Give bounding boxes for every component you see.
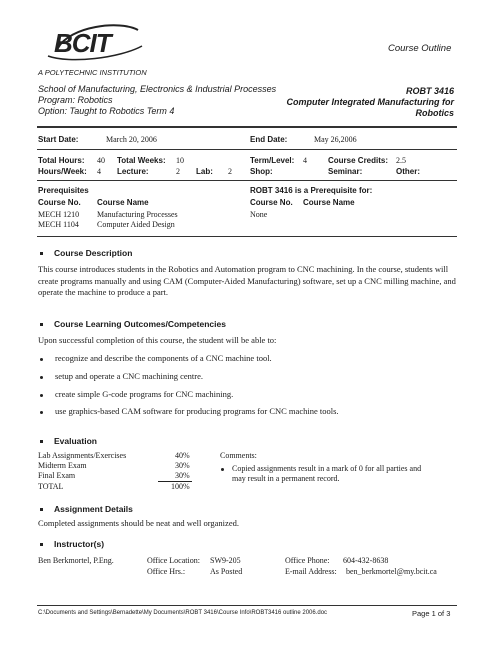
eval-row-value: 30% <box>175 471 190 480</box>
eval-row-value: 40% <box>175 451 190 460</box>
prereq-for-title: ROBT 3416 is a Prerequisite for: <box>250 186 373 195</box>
bcit-logo <box>40 18 150 66</box>
dates-divider <box>37 149 457 150</box>
eval-row-label: Lab Assignments/Exercises <box>38 451 127 460</box>
prereq-col-no: Course No. <box>38 198 81 207</box>
outcome-item: create simple G-code programs for CNC machining. <box>55 389 234 399</box>
course-title-line1: Computer Integrated Manufacturing for <box>286 97 454 107</box>
instructor-name: Ben Berkmortel, P.Eng. <box>38 556 114 565</box>
doc-type: Course Outline <box>388 43 452 54</box>
footer-path: C:\Documents and Settings\Bernadette\My Documents\ROBT 3416\Course Info\ROBT3416 outline 2006.doc <box>38 610 328 616</box>
eval-row-value: 30% <box>175 461 190 470</box>
end-date-value: May 26,2006 <box>314 135 357 144</box>
comment-line: may result in a permanent record. <box>232 474 340 483</box>
email-value: ben_berkmortel@my.bcit.ca <box>346 567 437 576</box>
list-bullet-icon <box>40 358 43 361</box>
start-date-label: Start Date: <box>38 135 79 144</box>
term-level-value: 4 <box>303 156 307 165</box>
course-credits-value: 2.5 <box>396 156 406 165</box>
hours-divider <box>37 180 457 181</box>
header-divider <box>37 126 457 128</box>
prereq-row-no: MECH 1210 <box>38 210 80 219</box>
eval-total-label: TOTAL <box>38 482 64 491</box>
outcome-item: use graphics-based CAM software for producing programs for CNC machine tools. <box>55 406 339 416</box>
description-title: Course Description <box>54 248 133 258</box>
lecture-label: Lecture: <box>117 167 149 176</box>
office-hrs-label: Office Hrs.: <box>147 567 186 576</box>
prereq-row-no: MECH 1104 <box>38 220 79 229</box>
comments-label: Comments: <box>220 451 257 460</box>
total-hours-label: Total Hours: <box>38 156 85 165</box>
shop-label: Shop: <box>250 167 273 176</box>
section-bullet-icon <box>40 543 43 546</box>
office-location-value: SW9-205 <box>210 556 241 565</box>
list-bullet-icon <box>40 394 43 397</box>
prereq-for-col-name: Course Name <box>303 198 355 207</box>
option-name: Option: Taught to Robotics Term 4 <box>38 106 175 116</box>
footer-divider <box>37 605 457 606</box>
lecture-value: 2 <box>176 167 180 176</box>
term-level-label: Term/Level: <box>250 156 295 165</box>
assignment-title: Assignment Details <box>54 504 133 514</box>
prereq-col-name: Course Name <box>97 198 149 207</box>
assignment-text: Completed assignments should be neat and well organized. <box>38 518 239 528</box>
comment-line: Copied assignments result in a mark of 0 for all parties and <box>232 464 422 473</box>
outcomes-intro: Upon successful completion of this course, the student will be able to: <box>38 335 277 345</box>
school-name: School of Manufacturing, Electronics & Industrial Processes <box>38 84 277 94</box>
office-phone-value: 604-432-8638 <box>343 556 389 565</box>
prerequisites-title: Prerequisites <box>38 186 89 195</box>
prereq-for-col-no: Course No. <box>250 198 293 207</box>
outcome-item: recognize and describe the components of a CNC machine tool. <box>55 353 272 363</box>
description-text: This course introduces students in the Robotics and Automation program to CNC machining. In the course, students will create programs manually and using CAM (Computer-Aided Manufacturing) software, set up a CNC milling machine, and operate the machine to produce a part. <box>38 264 456 297</box>
section-bullet-icon <box>40 508 43 511</box>
instructor-title: Instructor(s) <box>54 539 105 549</box>
office-phone-label: Office Phone: <box>285 556 330 565</box>
program-name: Program: Robotics <box>38 95 113 105</box>
list-bullet-icon <box>40 376 43 379</box>
other-label: Other: <box>396 167 420 176</box>
email-label: E-mail Address: <box>285 567 337 576</box>
eval-row-label: Midterm Exam <box>38 461 87 470</box>
outcome-item: setup and operate a CNC machining centre. <box>55 371 203 381</box>
prereq-row-name: Manufacturing Processes <box>97 210 178 219</box>
list-bullet-icon <box>40 411 43 414</box>
prereq-for-value: None <box>250 210 268 219</box>
total-weeks-value: 10 <box>176 156 184 165</box>
course-credits-label: Course Credits: <box>328 156 389 165</box>
section-bullet-icon <box>40 252 43 255</box>
eval-row-label: Final Exam <box>38 471 76 480</box>
tagline: A POLYTECHNIC INSTITUTION <box>38 68 147 77</box>
total-hours-value: 40 <box>97 156 105 165</box>
hours-week-label: Hours/Week: <box>38 167 87 176</box>
section-bullet-icon <box>40 440 43 443</box>
lab-label: Lab: <box>196 167 213 176</box>
course-title-line2: Robotics <box>415 108 454 118</box>
footer-page: Page 1 of 3 <box>412 609 451 618</box>
section-bullet-icon <box>40 323 43 326</box>
seminar-label: Seminar: <box>328 167 363 176</box>
hours-week-value: 4 <box>97 167 101 176</box>
list-bullet-icon <box>221 468 224 471</box>
outcomes-title: Course Learning Outcomes/Competencies <box>54 319 226 329</box>
start-date-value: March 20, 2006 <box>106 135 157 144</box>
evaluation-title: Evaluation <box>54 436 97 446</box>
lab-value: 2 <box>228 167 232 176</box>
eval-total-value: 100% <box>171 482 190 491</box>
logo-text: BCIT <box>54 28 111 58</box>
total-weeks-label: Total Weeks: <box>117 156 166 165</box>
office-location-label: Office Location: <box>147 556 200 565</box>
office-hrs-value: As Posted <box>210 567 243 576</box>
course-code: ROBT 3416 <box>405 86 454 96</box>
prereq-divider <box>37 236 457 237</box>
end-date-label: End Date: <box>250 135 288 144</box>
prereq-row-name: Computer Aided Design <box>97 220 175 229</box>
